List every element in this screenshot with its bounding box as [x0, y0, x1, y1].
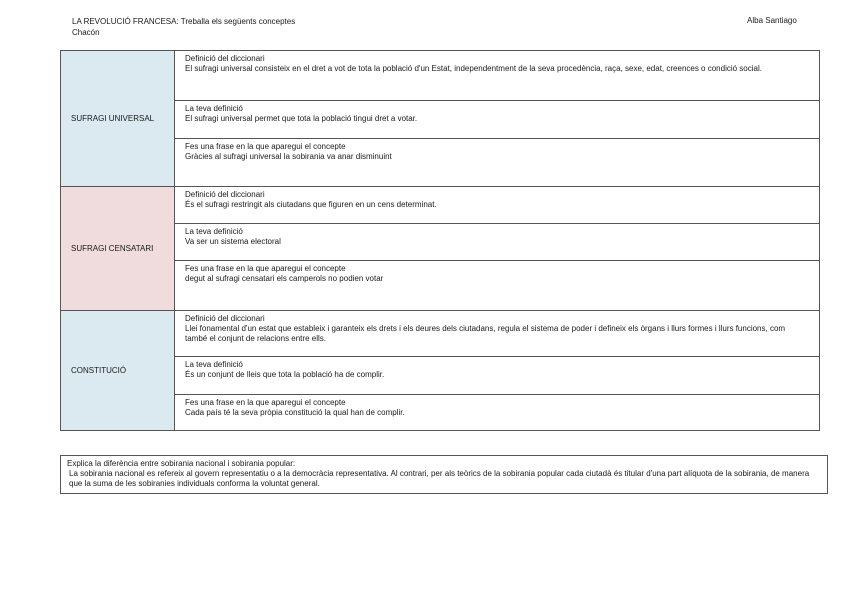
concept-term: SUFRAGI UNIVERSAL	[61, 51, 175, 187]
table-row	[61, 187, 820, 224]
own-definition: El sufragi universal permet que tota la població tingui dret a votar.	[185, 114, 418, 123]
own-definition: Va ser un sistema electoral	[185, 237, 281, 246]
author-name: Alba Santiago	[747, 16, 797, 25]
own-label: La teva definició	[185, 227, 243, 236]
sentence-cell	[175, 261, 820, 311]
dict-definition: Llei fonamental d'un estat que estableix i garanteix els drets i els deures dels ciutadans, regula el sistema de poder i defineix els òrgans i llurs formes i llurs funcions, com també el conjunt de relacions entre ells.	[185, 324, 786, 343]
question-answer: La sobirania nacional es refereix al govern representatiu o a la democràcia representativa. Al contrari, per als teòrics de la sobirania popular cada ciutadà és titular d'una part alíquota de la sobirania, de manera que la suma de les sobiranies individuals conforma la voluntat general.	[69, 469, 810, 488]
dict-definition-cell	[175, 187, 820, 224]
concept-term: CONSTITUCIÓ	[61, 311, 175, 431]
dict-definition-cell	[175, 51, 820, 101]
own-definition: És un conjunt de lleis que tota la població ha de complir.	[185, 370, 385, 379]
dict-label: Definició del diccionari	[185, 54, 265, 63]
own-label: La teva definició	[185, 360, 243, 369]
concepts-table	[60, 50, 820, 431]
dict-definition-cell	[175, 311, 820, 357]
table-row	[61, 139, 820, 187]
sentence-cell	[175, 395, 820, 431]
table-row	[61, 311, 820, 357]
sentence-label: Fes una frase en la que aparegui el concepte	[185, 398, 346, 407]
sentence-label: Fes una frase en la que aparegui el concepte	[185, 142, 346, 151]
own-definition-cell	[175, 357, 820, 395]
author-lastname: Chacón	[72, 28, 100, 37]
sentence-cell	[175, 139, 820, 187]
sentence-text: degut al sufragi censatari els camperols no podien votar	[185, 274, 384, 283]
table-row	[61, 224, 820, 261]
own-label: La teva definició	[185, 104, 243, 113]
title-text: LA REVOLUCIÓ FRANCESA: Treballa els següents conceptes	[72, 17, 296, 26]
table-row	[61, 51, 820, 101]
dict-label: Definició del diccionari	[185, 314, 265, 323]
dict-definition: El sufragi universal consisteix en el dret a vot de tota la població d'un Estat, independentment de la seva procedència, raça, sexe, edat, creences o condició social.	[185, 64, 762, 73]
table-row	[61, 395, 820, 431]
sentence-text: Cada país té la seva pròpia constitució la qual han de complir.	[185, 408, 405, 417]
dict-label: Definició del diccionari	[185, 190, 265, 199]
sentence-label: Fes una frase en la que aparegui el concepte	[185, 264, 346, 273]
dict-definition: És el sufragi restringit als ciutadans que figuren en un cens determinat.	[185, 200, 437, 209]
sentence-text: Gràcies al sufragi universal la sobirania va anar disminuint	[185, 152, 392, 161]
concept-term: SUFRAGI CENSATARI	[61, 187, 175, 311]
worksheet-title	[72, 16, 372, 38]
table-row	[61, 357, 820, 395]
own-definition-cell	[175, 101, 820, 139]
table-row	[61, 101, 820, 139]
table-row	[61, 261, 820, 311]
own-definition-cell	[175, 224, 820, 261]
question-prompt: Explica la diferència entre sobirania nacional i sobirania popular:	[67, 459, 296, 468]
question-box	[60, 455, 828, 494]
